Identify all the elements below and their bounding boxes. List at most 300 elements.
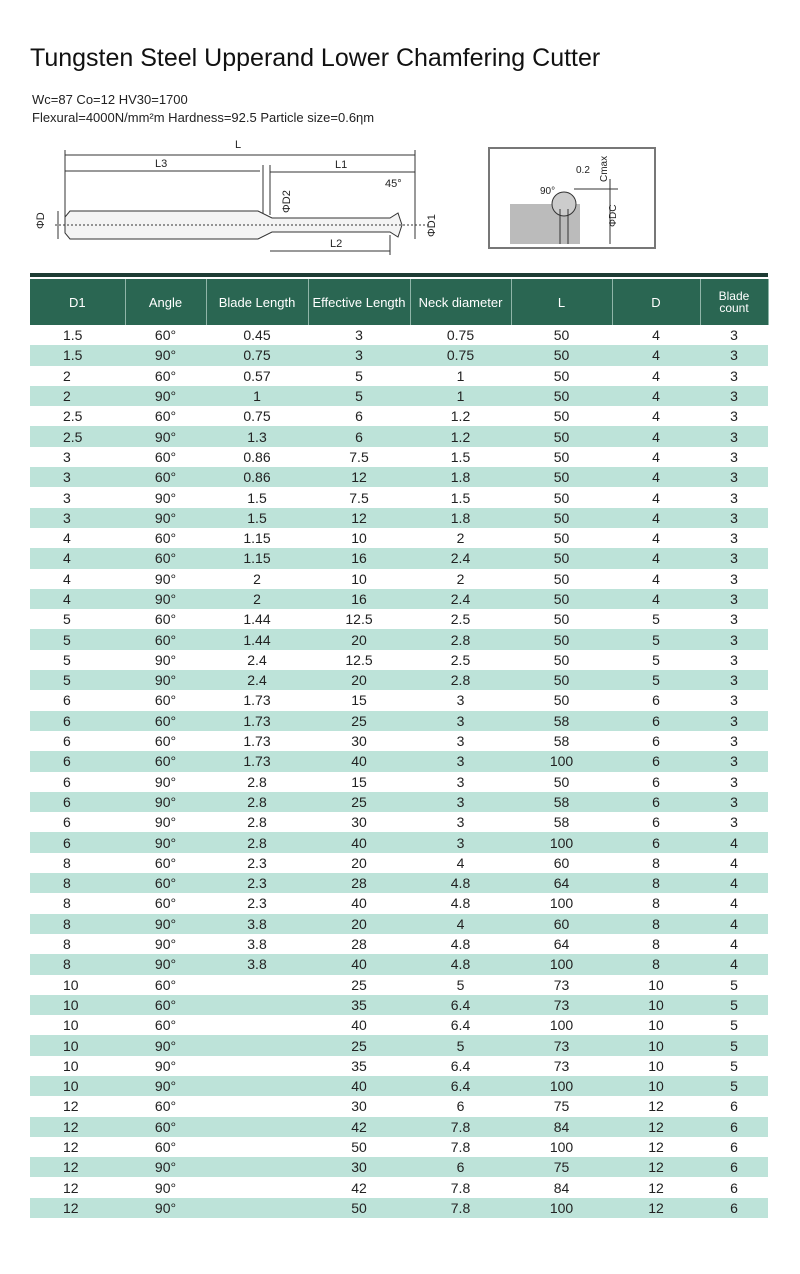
- cell-l: 50: [511, 467, 612, 487]
- cell-blade-length: [206, 995, 308, 1015]
- column-header: D1: [30, 279, 125, 325]
- cell-neck-diameter: 0.75: [446, 327, 475, 344]
- cell-neck-diameter: 2.8: [410, 629, 511, 649]
- cell-blade-length: 1.5: [206, 508, 308, 528]
- cell-blade-length: [206, 1177, 308, 1197]
- cell-d1: 3: [63, 489, 71, 506]
- cell-blade-count: 3: [700, 548, 768, 568]
- cell-blade-count: 6: [700, 1117, 768, 1137]
- cell-effective-length: 3: [355, 327, 363, 344]
- cell-l: 100: [549, 895, 574, 912]
- cell-effective-length: 16: [308, 589, 410, 609]
- cell-blade-count: 3: [700, 345, 768, 365]
- table-row: [30, 731, 768, 751]
- cell-effective-length: 25: [308, 711, 410, 731]
- cell-d1: 3: [63, 448, 71, 465]
- cell-effective-length: 7.5: [349, 489, 369, 506]
- table-row: [30, 751, 768, 771]
- cell-angle: 60°: [125, 1117, 206, 1137]
- cell-d: 4: [652, 408, 660, 425]
- cell-blade-count: 3: [730, 692, 738, 709]
- cell-angle: 90°: [125, 1198, 206, 1218]
- cell-blade-count: 6: [730, 1139, 738, 1156]
- cell-neck-diameter: 4: [456, 854, 465, 871]
- cell-blade-count: 3: [730, 814, 738, 831]
- table-row: [30, 1177, 768, 1197]
- cell-l: 50: [553, 692, 570, 709]
- cell-l: 50: [553, 611, 570, 628]
- cell-d1: 6: [30, 711, 125, 731]
- cell-effective-length: 35: [308, 995, 410, 1015]
- cell-angle: 90°: [125, 1035, 206, 1055]
- cell-angle: 90°: [125, 589, 206, 609]
- cell-neck-diameter: 4.8: [410, 954, 511, 974]
- cell-neck-diameter: 1: [410, 386, 511, 406]
- cell-d1: 10: [63, 1057, 79, 1074]
- cell-blade-length: 2.8: [206, 792, 308, 812]
- cell-l: 50: [511, 386, 612, 406]
- cell-l: 50: [553, 651, 570, 668]
- cell-effective-length: 40: [308, 954, 410, 974]
- label-L2: L2: [330, 238, 343, 250]
- cell-d1: 5: [63, 651, 71, 668]
- cell-d1: 2: [63, 367, 71, 384]
- cell-effective-length: 20: [308, 670, 410, 690]
- cell-blade-count: 3: [730, 651, 738, 668]
- cell-d1: 10: [63, 1017, 79, 1034]
- table-row: [30, 995, 768, 1015]
- cell-d: 6: [612, 792, 700, 812]
- cell-l: 64: [553, 936, 570, 953]
- cell-d1: 3: [30, 467, 125, 487]
- cell-d1: 2.5: [63, 408, 83, 425]
- cell-blade-length: 1.44: [206, 629, 308, 649]
- cell-l: 58: [511, 711, 612, 731]
- cell-blade-count: 5: [700, 995, 768, 1015]
- cell-effective-length: 40: [351, 895, 367, 912]
- cell-angle: 60°: [125, 548, 206, 568]
- cell-l: 73: [511, 995, 612, 1015]
- cell-d1: 6: [63, 773, 71, 790]
- cell-effective-length: 28: [308, 873, 410, 893]
- cell-d: 12: [612, 1198, 700, 1218]
- cell-effective-length: 28: [351, 936, 367, 953]
- cell-neck-diameter: 6.4: [410, 1076, 511, 1096]
- cell-blade-count: 4: [730, 895, 738, 912]
- cell-effective-length: 25: [308, 1035, 410, 1055]
- table-row: [30, 812, 768, 832]
- cell-d: 12: [612, 1117, 700, 1137]
- cell-effective-length: 50: [308, 1198, 410, 1218]
- table-row: [30, 914, 768, 934]
- table-header: [30, 279, 768, 325]
- cell-d: 10: [612, 1035, 700, 1055]
- cell-angle: 90°: [154, 489, 177, 506]
- cell-effective-length: 6: [308, 426, 410, 446]
- label-D2: ΦD2: [281, 190, 293, 213]
- cell-l: 73: [553, 1057, 570, 1074]
- column-header: Blade count: [700, 279, 768, 325]
- label-L: L: [235, 139, 242, 151]
- table-row: [30, 772, 768, 792]
- cell-blade-count: 3: [730, 530, 738, 547]
- cell-blade-count: 4: [700, 832, 768, 852]
- cell-angle: 60°: [154, 895, 177, 912]
- table-row: [30, 792, 768, 812]
- cell-blade-length: 1.73: [243, 733, 271, 750]
- cell-d1: 8: [30, 954, 125, 974]
- table-row: [30, 589, 768, 609]
- cell-angle: 90°: [154, 936, 177, 953]
- cell-effective-length: 16: [308, 548, 410, 568]
- cell-effective-length: 20: [308, 629, 410, 649]
- cell-angle: 60°: [154, 327, 177, 344]
- cell-angle: 60°: [125, 751, 206, 771]
- cell-blade-count: 3: [730, 448, 738, 465]
- chamfer-detail-diagram: [488, 147, 656, 249]
- cell-d1: 2: [30, 386, 125, 406]
- cell-d1: 2.5: [30, 426, 125, 446]
- cell-blade-length: 0.86: [206, 467, 308, 487]
- cell-neck-diameter: 1.8: [410, 467, 511, 487]
- cell-d1: 10: [63, 976, 79, 993]
- cell-d1: 8: [63, 895, 71, 912]
- cell-blade-length: 1.5: [247, 489, 267, 506]
- cell-d1: 8: [63, 936, 71, 953]
- cell-blade-count: 5: [730, 1017, 738, 1034]
- cell-angle: 60°: [154, 611, 177, 628]
- cell-d: 4: [612, 345, 700, 365]
- table-row: [30, 975, 768, 995]
- cell-neck-diameter: 6: [410, 1157, 511, 1177]
- cell-blade-count: 3: [730, 408, 738, 425]
- table-row: [30, 325, 768, 345]
- cell-neck-diameter: 3: [410, 711, 511, 731]
- cell-neck-diameter: 0.75: [410, 345, 511, 365]
- cell-angle: 60°: [154, 367, 177, 384]
- cell-blade-count: 5: [700, 1035, 768, 1055]
- cell-effective-length: 40: [308, 832, 410, 852]
- cell-neck-diameter: 7.8: [410, 1117, 511, 1137]
- table-row: [30, 1198, 768, 1218]
- cell-d1: 4: [63, 570, 71, 587]
- cell-l: 50: [553, 367, 570, 384]
- table-row: [30, 954, 768, 974]
- cell-effective-length: 3: [308, 345, 410, 365]
- cell-l: 60: [511, 914, 612, 934]
- cell-d: 12: [648, 1098, 664, 1115]
- cell-d: 5: [612, 670, 700, 690]
- cell-angle: 90°: [125, 792, 206, 812]
- cell-angle: 60°: [154, 1017, 177, 1034]
- cell-blade-length: 1: [206, 386, 308, 406]
- cell-d: 6: [652, 733, 660, 750]
- cell-d1: 12: [30, 1117, 125, 1137]
- cell-effective-length: 12: [308, 508, 410, 528]
- cell-angle: 90°: [125, 670, 206, 690]
- cell-neck-diameter: 4.8: [410, 873, 511, 893]
- cell-blade-length: 2.8: [206, 832, 308, 852]
- cell-d1: 12: [63, 1179, 79, 1196]
- cell-blade-count: 4: [700, 954, 768, 974]
- table-row: [30, 1096, 768, 1116]
- cell-blade-count: 3: [730, 489, 738, 506]
- cell-l: 100: [511, 954, 612, 974]
- cell-d1: 6: [63, 814, 71, 831]
- cell-d: 8: [652, 936, 660, 953]
- label-90: 90°: [540, 186, 556, 197]
- cell-d1: 3: [30, 508, 125, 528]
- table-row: [30, 690, 768, 710]
- cell-angle: 90°: [154, 814, 177, 831]
- cell-neck-diameter: 6.4: [450, 1057, 471, 1074]
- cell-l: 50: [553, 530, 570, 547]
- cell-d: 4: [652, 489, 660, 506]
- cell-blade-length: 3.8: [206, 954, 308, 974]
- cell-l: 75: [553, 1098, 570, 1115]
- cell-neck-diameter: 1.2: [410, 426, 511, 446]
- column-header: Blade Length: [206, 279, 308, 325]
- cell-angle: 90°: [125, 954, 206, 974]
- cell-angle: 60°: [154, 448, 177, 465]
- cell-d: 4: [612, 467, 700, 487]
- cell-d: 4: [612, 548, 700, 568]
- cell-neck-diameter: 3: [410, 792, 511, 812]
- table-row: [30, 893, 768, 913]
- cell-d: 6: [612, 711, 700, 731]
- cell-blade-count: 3: [730, 327, 738, 344]
- cell-d: 4: [612, 589, 700, 609]
- cell-d1: 6: [30, 832, 125, 852]
- cell-l: 60: [553, 854, 570, 871]
- cell-d: 8: [612, 873, 700, 893]
- cell-blade-count: 3: [700, 426, 768, 446]
- cell-effective-length: 30: [351, 814, 367, 831]
- table-row: [30, 467, 768, 487]
- cell-angle: 90°: [125, 386, 206, 406]
- cell-blade-length: [206, 975, 308, 995]
- cell-angle: 90°: [125, 508, 206, 528]
- cell-l: 84: [553, 1179, 570, 1196]
- cell-l: 58: [553, 814, 570, 831]
- cell-neck-diameter: 3: [410, 751, 511, 771]
- cell-blade-count: 3: [700, 711, 768, 731]
- cell-l: 75: [511, 1157, 612, 1177]
- cell-angle: 90°: [125, 832, 206, 852]
- cell-blade-count: 5: [730, 976, 738, 993]
- table-row: [30, 1117, 768, 1137]
- cell-d: 4: [612, 386, 700, 406]
- column-header: Neck diameter: [410, 279, 511, 325]
- cell-d1: 8: [30, 914, 125, 934]
- table-row: [30, 1137, 768, 1157]
- cell-neck-diameter: 6.4: [410, 995, 511, 1015]
- cell-blade-length: [206, 1015, 308, 1035]
- cell-l: 100: [511, 1076, 612, 1096]
- cell-d: 4: [612, 508, 700, 528]
- cell-blade-count: 3: [700, 629, 768, 649]
- cell-blade-count: 3: [700, 792, 768, 812]
- cell-d: 10: [612, 1076, 700, 1096]
- cell-d: 8: [612, 914, 700, 934]
- cell-d1: 10: [30, 995, 125, 1015]
- cell-d1: 5: [30, 670, 125, 690]
- cell-angle: 60°: [154, 1098, 177, 1115]
- cell-d1: 10: [30, 1076, 125, 1096]
- cell-d1: 1.5: [63, 327, 83, 344]
- cell-effective-length: 20: [351, 854, 367, 871]
- cell-effective-length: 40: [308, 1076, 410, 1096]
- cell-d: 5: [652, 651, 660, 668]
- cell-l: 100: [511, 832, 612, 852]
- cell-blade-count: 5: [700, 1076, 768, 1096]
- cell-blade-count: 3: [730, 733, 738, 750]
- label-D1: ΦD1: [426, 214, 438, 237]
- table-row: [30, 609, 768, 629]
- cell-blade-length: 1.15: [243, 530, 271, 547]
- cell-d1: 1.5: [30, 345, 125, 365]
- cell-neck-diameter: 3: [456, 773, 465, 790]
- table-top-rule: [30, 273, 768, 277]
- cell-effective-length: 30: [308, 1157, 410, 1177]
- cell-blade-length: 1.15: [206, 548, 308, 568]
- cell-effective-length: 35: [351, 1057, 367, 1074]
- cell-neck-diameter: 2.5: [450, 611, 471, 628]
- cell-angle: 90°: [125, 1076, 206, 1096]
- cell-d: 6: [652, 692, 660, 709]
- cell-blade-count: 3: [730, 367, 738, 384]
- cell-d1: 5: [63, 611, 71, 628]
- column-header: Effective Length: [308, 279, 410, 325]
- cell-angle: 60°: [125, 467, 206, 487]
- cell-effective-length: 25: [351, 976, 367, 993]
- cell-l: 50: [553, 773, 570, 790]
- cell-effective-length: 7.5: [349, 448, 369, 465]
- cell-d: 6: [652, 814, 660, 831]
- cell-neck-diameter: 5: [410, 1035, 511, 1055]
- table-row: [30, 873, 768, 893]
- table-row: [30, 508, 768, 528]
- cell-d1: 8: [63, 854, 71, 871]
- cell-blade-count: 3: [700, 467, 768, 487]
- cell-blade-length: 2.3: [247, 895, 267, 912]
- cell-d: 8: [652, 895, 660, 912]
- cell-effective-length: 12.5: [345, 611, 373, 628]
- table-row: [30, 447, 768, 467]
- table-row: [30, 711, 768, 731]
- label-cmax: Cmax: [599, 155, 610, 182]
- cell-neck-diameter: 1.5: [450, 489, 471, 506]
- cell-blade-length: [206, 1198, 308, 1218]
- table-row: [30, 1056, 768, 1076]
- cell-neck-diameter: 2: [456, 530, 465, 547]
- cell-effective-length: 25: [308, 792, 410, 812]
- cell-blade-length: 2: [253, 570, 261, 587]
- cell-neck-diameter: 6.4: [450, 1017, 471, 1034]
- cell-d: 10: [648, 976, 664, 993]
- cell-neck-diameter: 1.5: [450, 448, 471, 465]
- cell-d1: 4: [63, 530, 71, 547]
- cell-blade-length: 2.3: [247, 854, 267, 871]
- cell-d: 10: [648, 1017, 664, 1034]
- cell-blade-count: 3: [730, 773, 738, 790]
- column-header: L: [511, 279, 612, 325]
- table-row: [30, 1157, 768, 1177]
- cell-blade-count: 4: [700, 873, 768, 893]
- cell-neck-diameter: 6: [456, 1098, 465, 1115]
- cell-blade-length: 0.45: [243, 327, 271, 344]
- cell-d: 4: [652, 448, 660, 465]
- cell-blade-length: [206, 1137, 308, 1157]
- table-row: [30, 548, 768, 568]
- cell-neck-diameter: 5: [456, 976, 465, 993]
- cell-d: 10: [648, 1057, 664, 1074]
- cell-neck-diameter: 3: [410, 832, 511, 852]
- table-row: [30, 670, 768, 690]
- cell-neck-diameter: 4: [410, 914, 511, 934]
- label-D: ΦD: [35, 212, 47, 229]
- cell-l: 73: [553, 976, 570, 993]
- cell-d: 8: [652, 854, 660, 871]
- label-L1: L1: [335, 159, 348, 171]
- cell-neck-diameter: 3: [456, 692, 465, 709]
- cell-l: 50: [511, 508, 612, 528]
- cell-neck-diameter: 1.8: [410, 508, 511, 528]
- label-L3: L3: [155, 158, 168, 170]
- cell-blade-count: 3: [700, 508, 768, 528]
- cell-neck-diameter: 7.8: [410, 1198, 511, 1218]
- cell-blade-length: 1.3: [206, 426, 308, 446]
- cell-effective-length: 30: [351, 1098, 367, 1115]
- cell-neck-diameter: 4.8: [450, 936, 471, 953]
- table-row: [30, 1035, 768, 1055]
- cell-blade-count: 3: [700, 589, 768, 609]
- cell-l: 50: [553, 570, 570, 587]
- cell-effective-length: 12: [308, 467, 410, 487]
- table-row: [30, 386, 768, 406]
- cell-d1: 6: [30, 751, 125, 771]
- cell-effective-length: 20: [308, 914, 410, 934]
- cell-angle: 90°: [154, 773, 177, 790]
- cell-blade-length: 1.73: [243, 692, 271, 709]
- cell-d1: 12: [63, 1098, 79, 1115]
- cell-blade-length: 2.3: [206, 873, 308, 893]
- cell-effective-length: 5: [308, 386, 410, 406]
- cell-neck-diameter: 3: [456, 814, 465, 831]
- cell-angle: 90°: [154, 651, 177, 668]
- cell-d1: 6: [63, 733, 71, 750]
- cell-d: 4: [652, 327, 660, 344]
- label-dc: ΦDC: [608, 204, 619, 227]
- cell-d1: 12: [63, 1139, 79, 1156]
- table-row: [30, 1015, 768, 1035]
- cell-blade-length: 0.75: [243, 408, 271, 425]
- cell-blade-count: 3: [700, 386, 768, 406]
- cell-d: 8: [612, 954, 700, 974]
- table-row: [30, 1076, 768, 1096]
- cutter-dimension-diagram: [30, 135, 450, 265]
- table-row: [30, 569, 768, 589]
- cell-d1: 5: [30, 629, 125, 649]
- cell-l: 50: [511, 670, 612, 690]
- cell-neck-diameter: 7.8: [450, 1139, 471, 1156]
- cell-blade-length: 2.4: [247, 651, 267, 668]
- cell-l: 84: [511, 1117, 612, 1137]
- cell-blade-length: 2.8: [247, 814, 267, 831]
- cell-blade-length: [206, 1096, 308, 1116]
- cell-blade-length: 0.75: [206, 345, 308, 365]
- cell-d: 6: [652, 773, 660, 790]
